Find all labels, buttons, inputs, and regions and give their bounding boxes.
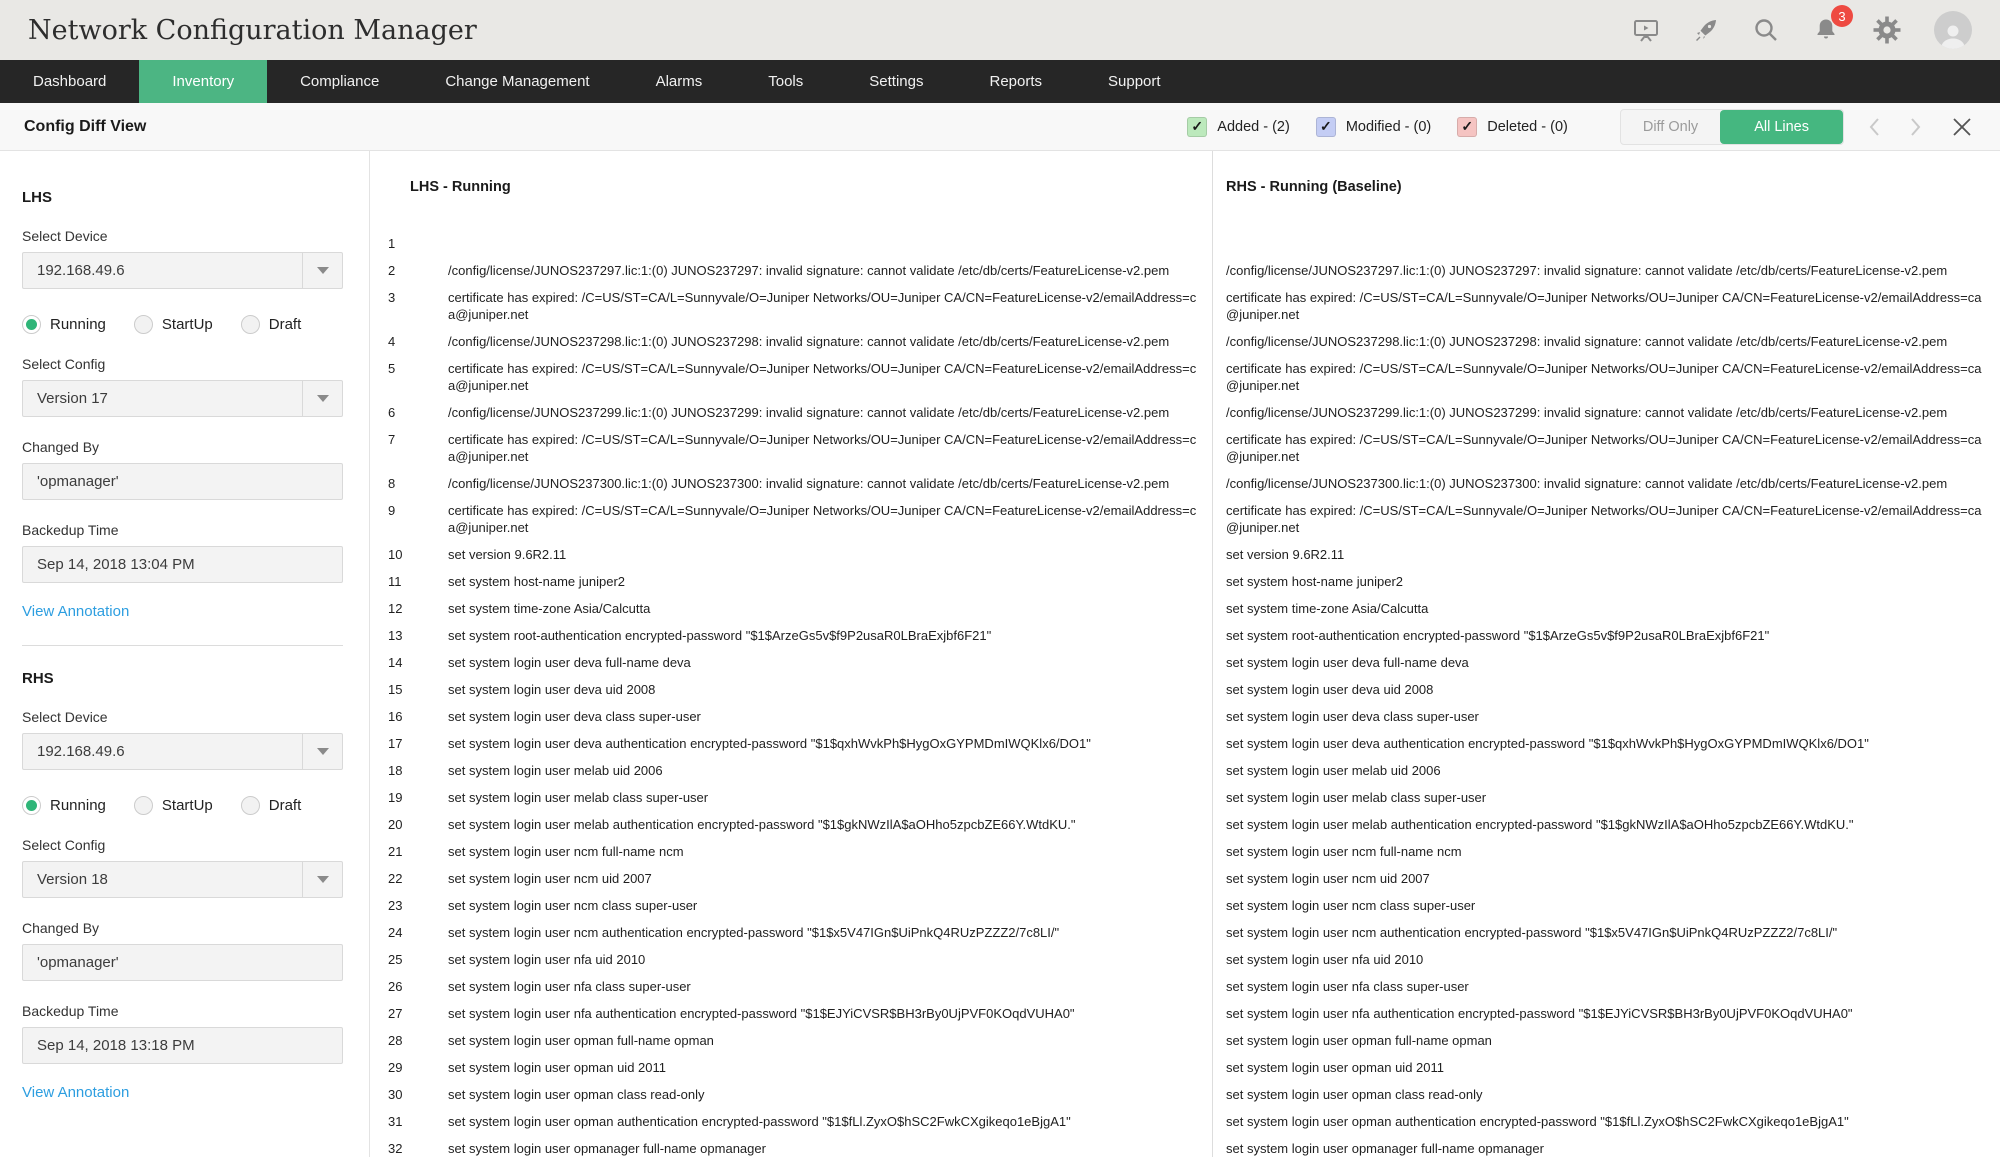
line-text xyxy=(448,235,1212,252)
diff-line xyxy=(1226,789,2000,806)
line-text: set system login user opman class read-only xyxy=(448,1087,705,1102)
lhs-view-annotation-link[interactable]: View Annotation xyxy=(22,603,130,620)
line-number: 29 xyxy=(388,1060,403,1075)
rhs-select-config-label: Select Config xyxy=(22,837,106,853)
diff-line xyxy=(1226,627,2000,644)
rhs-config-type-radios xyxy=(22,796,343,815)
line-text: set system login user deva full-name deva xyxy=(1226,655,1469,670)
lhs-panel-header: LHS - Running xyxy=(410,179,511,195)
line-text: set system login user opman full-name opman xyxy=(448,1033,714,1048)
line-text: /config/license/JUNOS237300.lic:1:(0) JUNOS237300: invalid signature: cannot validate /etc/db/certs/FeatureLicense-v2.pem xyxy=(448,476,1170,491)
diff-line xyxy=(388,870,1212,887)
line-text: set system login user melab uid 2006 xyxy=(1226,763,1441,778)
radio-circle-icon xyxy=(22,796,41,815)
diff-line xyxy=(388,762,1212,779)
lhs-radio-draft[interactable] xyxy=(241,315,302,334)
tab-settings[interactable]: Settings xyxy=(869,73,924,90)
rhs-select-device-label: Select Device xyxy=(22,709,108,725)
rhs-radio-startup[interactable] xyxy=(134,796,213,815)
lhs-config-type-radios xyxy=(22,315,343,334)
diff-line xyxy=(1226,289,2000,323)
tab-dashboard[interactable]: Dashboard xyxy=(33,73,107,90)
line-text: /config/license/JUNOS237299.lic:1:(0) JUNOS237299: invalid signature: cannot validate /etc/db/certs/FeatureLicense-v2.pem xyxy=(1226,405,1948,420)
diff-line xyxy=(1226,1113,2000,1130)
diff-line xyxy=(388,404,1212,421)
rhs-backedup-time-label: Backedup Time xyxy=(22,1003,119,1019)
line-text: set system login user deva authentication encrypted-password "$1$qxhWvkPh$HygOxGYPMDmIWQKlx6/DO1" xyxy=(1226,736,1869,751)
diff-line xyxy=(388,627,1212,644)
lhs-rows xyxy=(388,235,1212,1157)
caret-glyph xyxy=(317,876,329,883)
line-text: set system login user opman class read-only xyxy=(1226,1087,1483,1102)
diff-line xyxy=(388,1005,1212,1022)
tab-reports[interactable]: Reports xyxy=(989,73,1043,90)
diff-line xyxy=(388,681,1212,698)
app-title: Network Configuration Manager xyxy=(28,14,477,46)
diff-line xyxy=(1226,816,2000,833)
filter-label: Modified - (0) xyxy=(1345,118,1432,135)
filter-label: Deleted - (0) xyxy=(1487,118,1568,135)
line-text: set system login user nfa authentication encrypted-password "$1$EJYiCVSR$BH3rBy0UjPVF0KOqdVUHA0" xyxy=(1226,1006,1853,1021)
line-number: 31 xyxy=(388,1114,403,1129)
diff-line xyxy=(388,1059,1212,1076)
diff-line xyxy=(1226,762,2000,779)
diff-line xyxy=(1226,843,2000,860)
diff-line xyxy=(1226,475,2000,492)
line-text: set system login user ncm full-name ncm xyxy=(1226,844,1462,859)
line-text: certificate has expired: /C=US/ST=CA/L=Sunnyvale/O=Juniper Networks/OU=Juniper CA/CN=FeatureLicense-v2/emailAddress=ca@juniper.net xyxy=(448,290,1197,322)
line-text: set system login user melab uid 2006 xyxy=(448,763,663,778)
diff-line xyxy=(388,333,1212,350)
user-avatar[interactable] xyxy=(1934,11,1972,49)
diff-line xyxy=(388,475,1212,492)
diff-line xyxy=(1226,1032,2000,1049)
rhs-config-select[interactable] xyxy=(22,861,343,898)
lhs-select-config-label: Select Config xyxy=(22,356,106,372)
diff-line xyxy=(388,360,1212,394)
line-text: certificate has expired: /C=US/ST=CA/L=Sunnyvale/O=Juniper Networks/OU=Juniper CA/CN=FeatureLicense-v2/emailAddress=ca@juniper.net xyxy=(1226,361,1982,393)
line-text: set system login user deva authentication encrypted-password "$1$qxhWvkPh$HygOxGYPMDmIWQKlx6/DO1" xyxy=(448,736,1091,751)
line-number: 10 xyxy=(388,547,403,562)
diff-line xyxy=(1226,1086,2000,1103)
diff-line xyxy=(1226,404,2000,421)
line-number: 13 xyxy=(388,628,403,643)
line-number: 3 xyxy=(388,290,396,305)
radio-label: Draft xyxy=(268,316,302,333)
line-text: /config/license/JUNOS237298.lic:1:(0) JUNOS237298: invalid signature: cannot validate /etc/db/certs/FeatureLicense-v2.pem xyxy=(1226,334,1948,349)
main-nav xyxy=(0,60,2000,103)
line-text: set system login user nfa class super-user xyxy=(448,979,691,994)
rhs-section xyxy=(22,670,343,1102)
lhs-changed-by-label: Changed By xyxy=(22,439,100,455)
lhs-heading: LHS xyxy=(22,189,52,206)
line-number: 9 xyxy=(388,503,396,518)
line-text: certificate has expired: /C=US/ST=CA/L=Sunnyvale/O=Juniper Networks/OU=Juniper CA/CN=FeatureLicense-v2/emailAddress=ca@juniper.net xyxy=(448,503,1197,535)
line-number: 14 xyxy=(388,655,403,670)
diff-sidebar xyxy=(0,151,370,1157)
line-text: certificate has expired: /C=US/ST=CA/L=Sunnyvale/O=Juniper Networks/OU=Juniper CA/CN=FeatureLicense-v2/emailAddress=ca@juniper.net xyxy=(448,361,1197,393)
diff-line xyxy=(1226,546,2000,563)
diff-line xyxy=(1226,431,2000,465)
line-text: set system login user ncm full-name ncm xyxy=(448,844,684,859)
line-text: certificate has expired: /C=US/ST=CA/L=Sunnyvale/O=Juniper Networks/OU=Juniper CA/CN=FeatureLicense-v2/emailAddress=ca@juniper.net xyxy=(1226,503,1982,535)
diff-line xyxy=(1226,262,2000,279)
line-text: certificate has expired: /C=US/ST=CA/L=Sunnyvale/O=Juniper Networks/OU=Juniper CA/CN=FeatureLicense-v2/emailAddress=ca@juniper.net xyxy=(1226,290,1982,322)
line-number: 17 xyxy=(388,736,403,751)
radio-circle-icon xyxy=(134,796,153,815)
line-text: set system login user nfa class super-user xyxy=(1226,979,1469,994)
notification-badge: 3 xyxy=(1831,5,1853,27)
diff-line xyxy=(388,546,1212,563)
line-number: 32 xyxy=(388,1141,403,1156)
line-text: set system login user melab class super-user xyxy=(1226,790,1487,805)
page-title: Config Diff View xyxy=(24,117,147,135)
line-text: set system login user opman authentication encrypted-password "$1$fLl.ZyxO$hSC2FwkCXgikeqo1eBjgA1" xyxy=(1226,1114,1849,1129)
line-number: 19 xyxy=(388,790,403,805)
diff-line xyxy=(1226,1140,2000,1157)
diff-line xyxy=(1226,1059,2000,1076)
caret-glyph xyxy=(317,748,329,755)
diff-line xyxy=(388,789,1212,806)
line-text: /config/license/JUNOS237299.lic:1:(0) JUNOS237299: invalid signature: cannot validate /etc/db/certs/FeatureLicense-v2.pem xyxy=(448,405,1170,420)
diff-line xyxy=(1226,573,2000,590)
lhs-select-device-label: Select Device xyxy=(22,228,108,244)
tab-support[interactable]: Support xyxy=(1108,73,1161,90)
line-number: 1 xyxy=(388,236,396,251)
diff-line xyxy=(388,1113,1212,1130)
checkbox-icon[interactable]: ✓ xyxy=(1316,117,1336,137)
diff-line xyxy=(388,897,1212,914)
diff-toolbar xyxy=(0,103,2000,151)
diff-line xyxy=(1226,897,2000,914)
line-text: set system login user nfa authentication encrypted-password "$1$EJYiCVSR$BH3rBy0UjPVF0KOqdVUHA0" xyxy=(448,1006,1075,1021)
radio-circle-icon xyxy=(241,796,260,815)
line-number: 6 xyxy=(388,405,396,420)
line-text: set version 9.6R2.11 xyxy=(448,547,567,562)
diff-line xyxy=(1226,951,2000,968)
line-text: set system login user opman uid 2011 xyxy=(448,1060,666,1075)
radio-label: StartUp xyxy=(161,316,213,333)
diff-line xyxy=(1226,235,2000,252)
line-text: set system root-authentication encrypted-password "$1$ArzeGs5v$f9P2usaR0LBraExjbf6F21" xyxy=(1226,628,1770,643)
line-text: set system login user ncm uid 2007 xyxy=(448,871,652,886)
chevron-down-icon xyxy=(302,862,342,897)
line-text: certificate has expired: /C=US/ST=CA/L=Sunnyvale/O=Juniper Networks/OU=Juniper CA/CN=FeatureLicense-v2/emailAddress=ca@juniper.net xyxy=(1226,432,1982,464)
rhs-backedup-time-field: Sep 14, 2018 13:18 PM xyxy=(22,1027,343,1064)
search-icon[interactable] xyxy=(1752,16,1780,44)
rhs-config-value: Version 18 xyxy=(37,871,108,888)
line-text: set system time-zone Asia/Calcutta xyxy=(448,601,651,616)
diff-line xyxy=(1226,654,2000,671)
line-text: set system login user ncm authentication encrypted-password "$1$x5V47IGn$UiPnkQ4RUzPZZZ2/7c8LI/" xyxy=(448,925,1060,940)
tab-alarms[interactable]: Alarms xyxy=(655,73,703,90)
diff-line xyxy=(388,816,1212,833)
diff-line xyxy=(1226,333,2000,350)
line-number: 26 xyxy=(388,979,403,994)
diff-line xyxy=(1226,600,2000,617)
diff-line xyxy=(1226,708,2000,725)
diff-line xyxy=(388,431,1212,465)
checkbox-icon[interactable]: ✓ xyxy=(1457,117,1477,137)
diff-line xyxy=(1226,360,2000,394)
diff-line xyxy=(388,289,1212,323)
filter-label: Added - (2) xyxy=(1217,118,1290,135)
diff-line xyxy=(388,735,1212,752)
filter-added[interactable] xyxy=(1187,117,1290,137)
diff-line xyxy=(1226,870,2000,887)
line-text: set system login user ncm authentication encrypted-password "$1$x5V47IGn$UiPnkQ4RUzPZZZ2/7c8LI/" xyxy=(1226,925,1838,940)
line-text: set system login user deva uid 2008 xyxy=(1226,682,1434,697)
diff-line xyxy=(388,1140,1212,1157)
diff-line xyxy=(1226,681,2000,698)
line-text: set system login user deva full-name deva xyxy=(448,655,691,670)
line-text: set system login user nfa uid 2010 xyxy=(1226,952,1424,967)
diff-line xyxy=(1226,735,2000,752)
diff-line xyxy=(388,262,1212,279)
line-number: 21 xyxy=(388,844,403,859)
rhs-view-annotation-link[interactable]: View Annotation xyxy=(22,1084,130,1101)
line-number: 12 xyxy=(388,601,403,616)
diff-line xyxy=(388,951,1212,968)
line-text: set system login user opman authentication encrypted-password "$1$fLl.ZyxO$hSC2FwkCXgikeqo1eBjgA1" xyxy=(448,1114,1071,1129)
diff-line xyxy=(388,654,1212,671)
rhs-device-value: 192.168.49.6 xyxy=(37,743,125,760)
lhs-config-select[interactable] xyxy=(22,380,343,417)
chevron-right-icon[interactable] xyxy=(1902,112,1928,142)
bell-icon[interactable] xyxy=(1812,8,1846,44)
line-text: set system login user deva class super-user xyxy=(1226,709,1479,724)
radio-label: Running xyxy=(50,797,106,814)
rhs-changed-by-field: 'opmanager' xyxy=(22,944,343,981)
tab-inventory[interactable]: Inventory xyxy=(139,60,267,103)
line-number: 30 xyxy=(388,1087,403,1102)
gear-icon[interactable] xyxy=(1872,15,1902,45)
rhs-panel xyxy=(1212,151,2000,1157)
line-text: set system login user opmanager full-name opmanager xyxy=(1226,1141,1544,1156)
line-number: 23 xyxy=(388,898,403,913)
lhs-changed-by-field: 'opmanager' xyxy=(22,463,343,500)
presentation-icon[interactable] xyxy=(1632,16,1660,44)
diff-line xyxy=(388,708,1212,725)
line-text: set system login user deva class super-user xyxy=(448,709,701,724)
line-number: 2 xyxy=(388,263,396,278)
chevron-down-icon xyxy=(302,734,342,769)
line-text: /config/license/JUNOS237300.lic:1:(0) JUNOS237300: invalid signature: cannot validate /etc/db/certs/FeatureLicense-v2.pem xyxy=(1226,476,1948,491)
line-text: set system login user melab class super-user xyxy=(448,790,709,805)
diff-panels xyxy=(370,151,2000,1157)
diff-line xyxy=(388,1032,1212,1049)
line-text: set system login user nfa uid 2010 xyxy=(448,952,646,967)
diff-line xyxy=(1226,1005,2000,1022)
filter-list xyxy=(1187,117,1594,137)
tab-compliance[interactable]: Compliance xyxy=(300,73,380,90)
rhs-radio-draft[interactable] xyxy=(241,796,302,815)
checkbox-icon[interactable]: ✓ xyxy=(1187,117,1207,137)
diff-line xyxy=(1226,924,2000,941)
line-number: 11 xyxy=(388,574,402,589)
diff-line xyxy=(388,600,1212,617)
line-text xyxy=(1226,235,2000,252)
chevron-left-icon[interactable] xyxy=(1862,112,1888,142)
rhs-panel-header: RHS - Running (Baseline) xyxy=(1226,179,1402,195)
toolbar-controls xyxy=(1187,109,1976,145)
rhs-heading: RHS xyxy=(22,670,54,687)
diff-only-button[interactable]: Diff Only xyxy=(1642,118,1699,135)
main-content xyxy=(0,151,2000,1157)
lhs-panel xyxy=(370,151,1212,1157)
line-number: 24 xyxy=(388,925,403,940)
diff-line xyxy=(388,1086,1212,1103)
line-number: 7 xyxy=(388,432,396,447)
line-number: 18 xyxy=(388,763,403,778)
line-text: set system host-name juniper2 xyxy=(1226,574,1404,589)
line-text: certificate has expired: /C=US/ST=CA/L=Sunnyvale/O=Juniper Networks/OU=Juniper CA/CN=FeatureLicense-v2/emailAddress=ca@juniper.net xyxy=(448,432,1197,464)
diff-line xyxy=(388,843,1212,860)
tab-tools[interactable]: Tools xyxy=(768,73,804,90)
chevron-down-icon xyxy=(302,253,342,288)
line-text: /config/license/JUNOS237298.lic:1:(0) JUNOS237298: invalid signature: cannot validate /etc/db/certs/FeatureLicense-v2.pem xyxy=(448,334,1170,349)
filter-modified[interactable] xyxy=(1316,117,1431,137)
lhs-backedup-time-field: Sep 14, 2018 13:04 PM xyxy=(22,546,343,583)
rhs-rows xyxy=(1226,235,2000,1157)
radio-circle-icon xyxy=(241,315,260,334)
line-text: set system login user melab authentication encrypted-password "$1$gkNWzIlA$aOHho5zpcbZE66Y.WtdKU." xyxy=(448,817,1076,832)
tab-change-management[interactable]: Change Management xyxy=(445,73,590,90)
filter-deleted[interactable] xyxy=(1457,117,1568,137)
close-icon[interactable] xyxy=(1948,113,1976,141)
line-text: set version 9.6R2.11 xyxy=(1226,547,1345,562)
rhs-changed-by-label: Changed By xyxy=(22,920,100,936)
lhs-radio-startup[interactable] xyxy=(134,315,213,334)
lhs-radio-running[interactable] xyxy=(22,315,106,334)
line-number: 27 xyxy=(388,1006,403,1021)
line-text: /config/license/JUNOS237297.lic:1:(0) JUNOS237297: invalid signature: cannot validate /etc/db/certs/FeatureLicense-v2.pem xyxy=(1226,263,1948,278)
lhs-device-value: 192.168.49.6 xyxy=(37,262,125,279)
rhs-device-select[interactable] xyxy=(22,733,343,770)
line-text: set system login user ncm class super-user xyxy=(1226,898,1476,913)
lhs-section xyxy=(22,189,343,646)
line-number: 20 xyxy=(388,817,403,832)
lhs-backedup-time-label: Backedup Time xyxy=(22,522,119,538)
line-number: 5 xyxy=(388,361,396,376)
line-number: 15 xyxy=(388,682,403,697)
sidebar-divider xyxy=(22,645,343,646)
lhs-config-value: Version 17 xyxy=(37,390,108,407)
diff-line xyxy=(388,502,1212,536)
lhs-device-select[interactable] xyxy=(22,252,343,289)
line-text: set system login user opmanager full-name opmanager xyxy=(448,1141,766,1156)
line-number: 25 xyxy=(388,952,403,967)
radio-label: Draft xyxy=(268,797,302,814)
chevron-down-icon xyxy=(302,381,342,416)
all-lines-button[interactable]: All Lines xyxy=(1720,110,1843,144)
caret-glyph xyxy=(317,395,329,402)
line-text: set system login user ncm uid 2007 xyxy=(1226,871,1430,886)
line-text: set system login user ncm class super-user xyxy=(448,898,698,913)
header-icons xyxy=(1632,8,1972,49)
caret-glyph xyxy=(317,267,329,274)
line-number: 28 xyxy=(388,1033,403,1048)
radio-circle-icon xyxy=(134,315,153,334)
radio-circle-icon xyxy=(22,315,41,334)
line-text: set system login user deva uid 2008 xyxy=(448,682,656,697)
diff-line xyxy=(388,573,1212,590)
diff-line xyxy=(388,924,1212,941)
rocket-icon[interactable] xyxy=(1692,16,1720,44)
diff-line xyxy=(1226,502,2000,536)
rhs-radio-running[interactable] xyxy=(22,796,106,815)
line-number: 4 xyxy=(388,334,396,349)
line-text: set system root-authentication encrypted-password "$1$ArzeGs5v$f9P2usaR0LBraExjbf6F21" xyxy=(448,628,992,643)
line-number: 8 xyxy=(388,476,396,491)
radio-label: Running xyxy=(50,316,106,333)
diff-line xyxy=(1226,978,2000,995)
line-text: set system login user melab authentication encrypted-password "$1$gkNWzIlA$aOHho5zpcbZE66Y.WtdKU." xyxy=(1226,817,1854,832)
line-number: 16 xyxy=(388,709,403,724)
line-text: set system time-zone Asia/Calcutta xyxy=(1226,601,1429,616)
app-header xyxy=(0,0,2000,60)
view-toggle-group xyxy=(1620,109,1844,145)
line-text: set system login user opman full-name opman xyxy=(1226,1033,1492,1048)
diff-line xyxy=(388,235,1212,252)
line-text: set system login user opman uid 2011 xyxy=(1226,1060,1444,1075)
pager-controls xyxy=(1862,112,1976,142)
radio-label: StartUp xyxy=(161,797,213,814)
line-number: 22 xyxy=(388,871,403,886)
line-text: /config/license/JUNOS237297.lic:1:(0) JUNOS237297: invalid signature: cannot validate /etc/db/certs/FeatureLicense-v2.pem xyxy=(448,263,1170,278)
diff-line xyxy=(388,978,1212,995)
line-text: set system host-name juniper2 xyxy=(448,574,626,589)
